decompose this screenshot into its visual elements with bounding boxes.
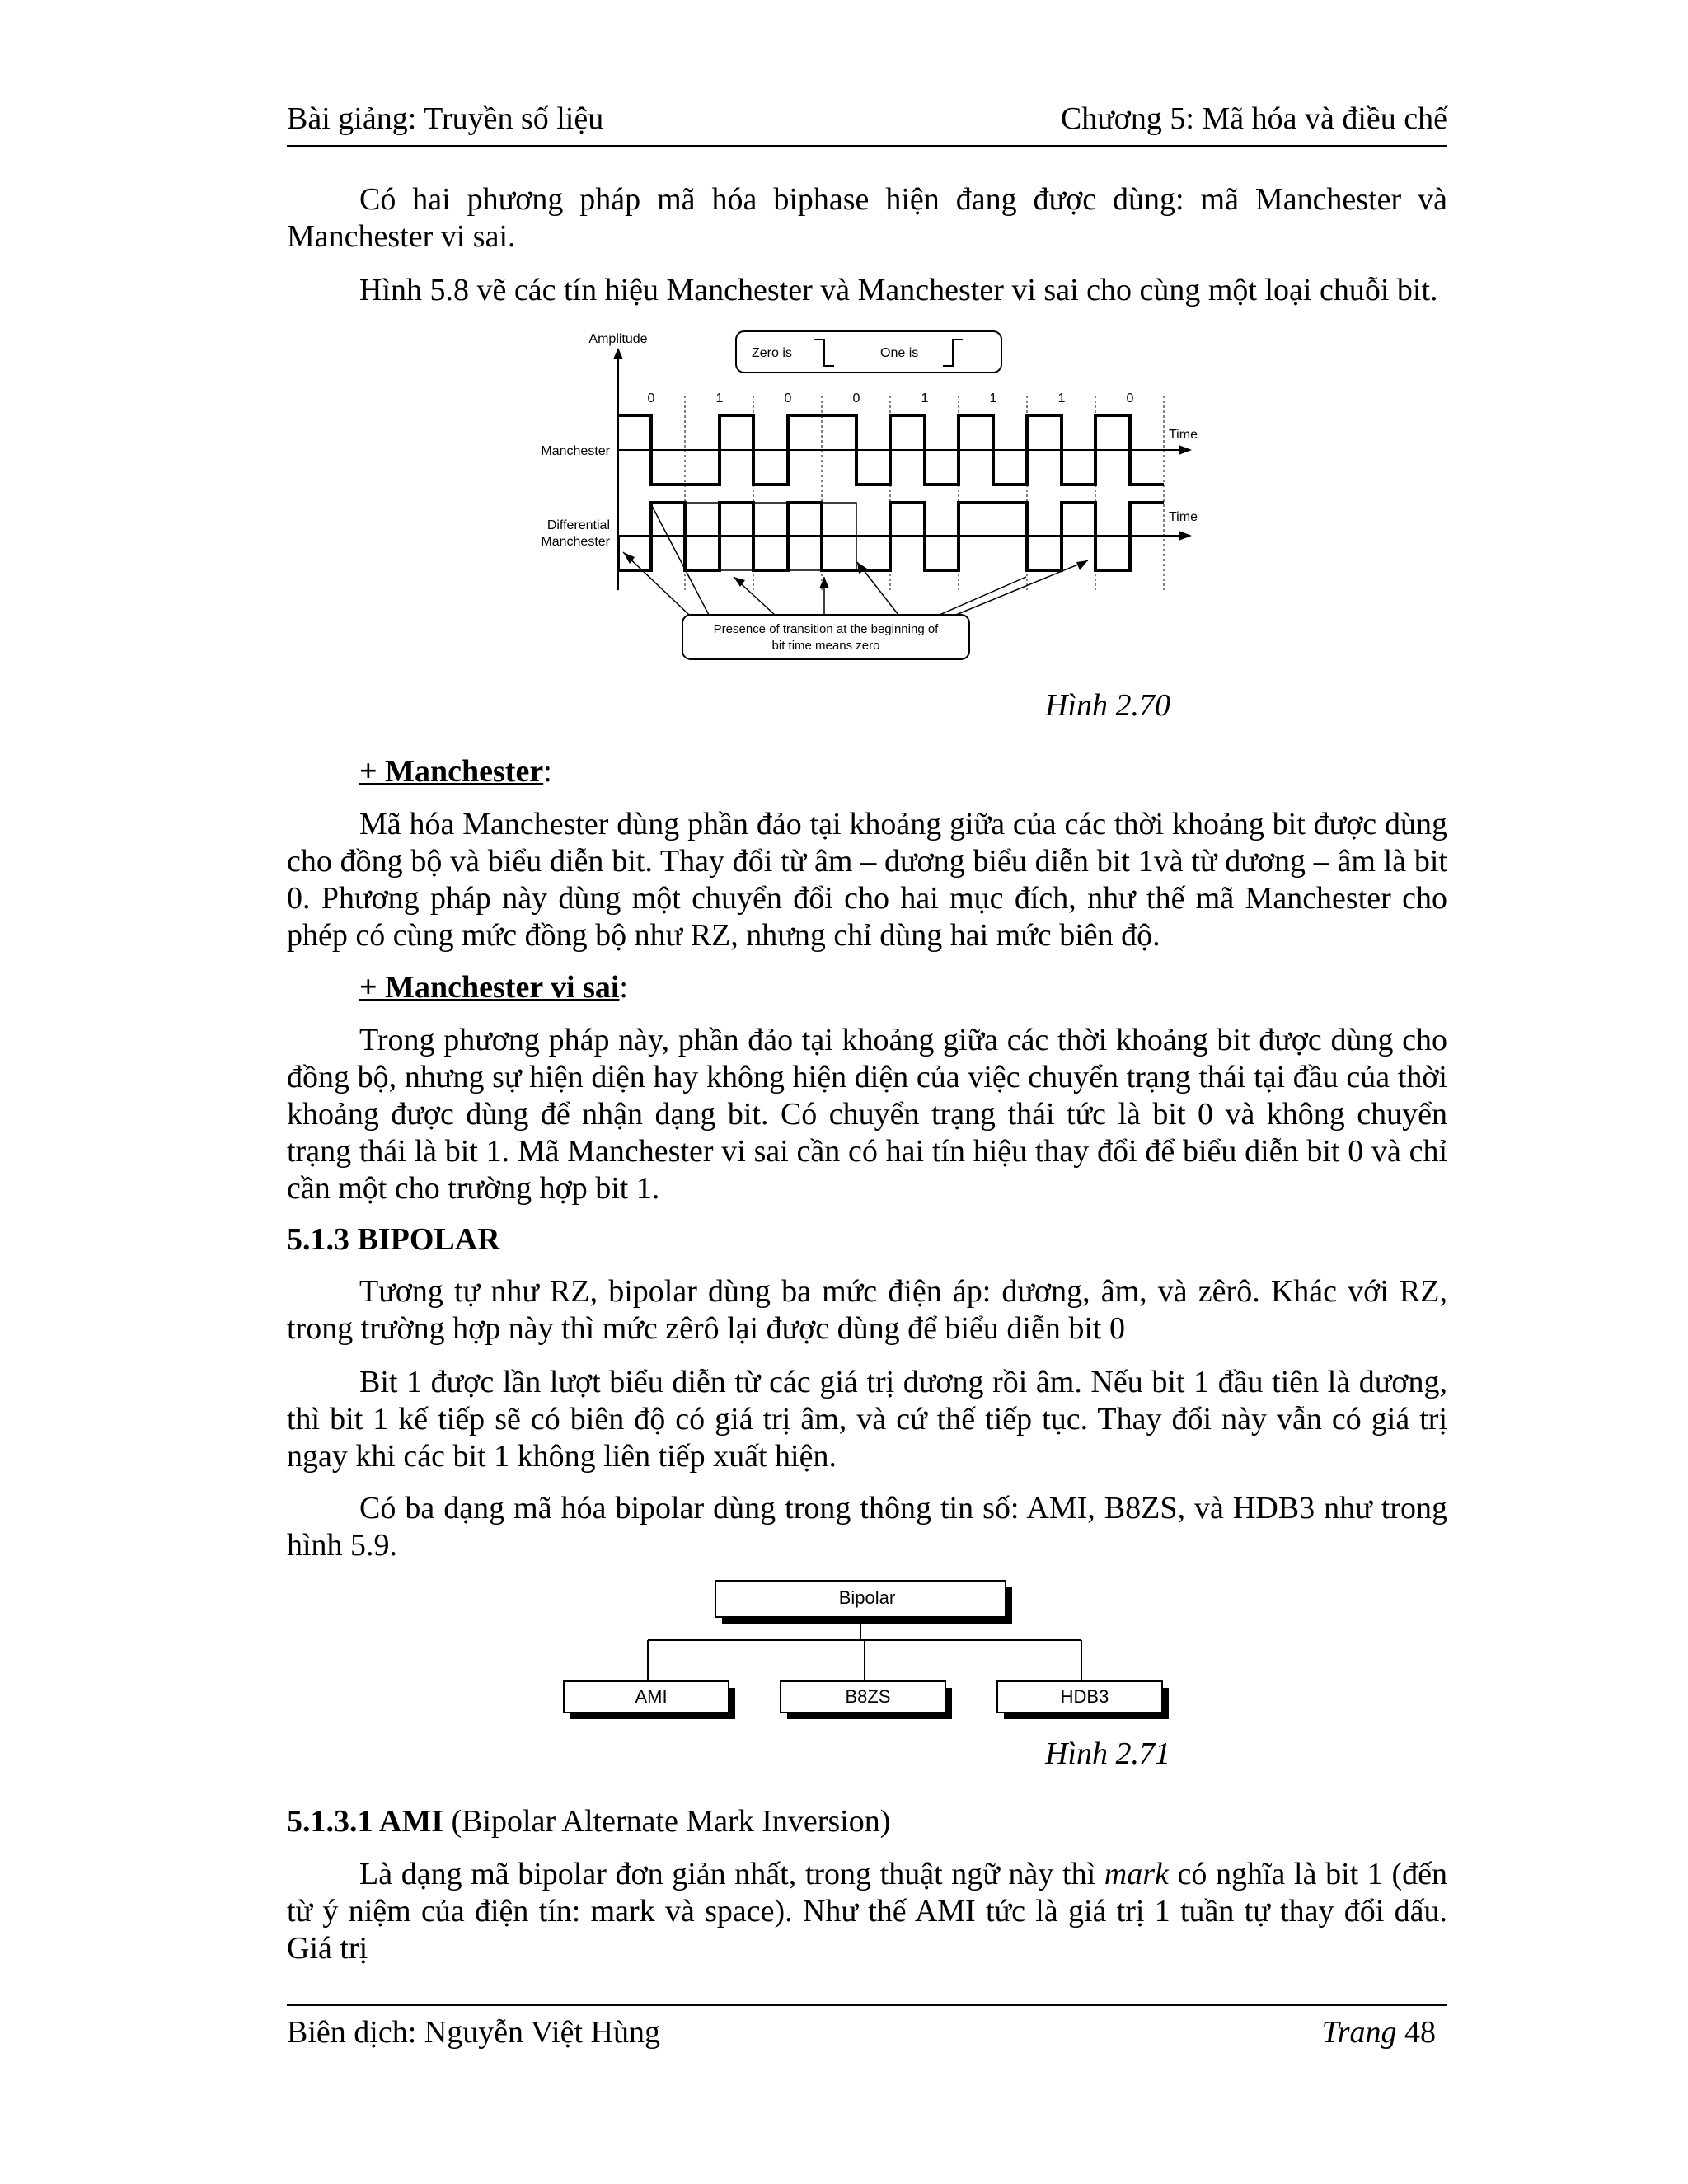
- paragraph-differential: Trong phương pháp này, phần đảo tại khoảng giữa các thời khoảng bit được dùng cho đồng bộ, nhưng sự hiện diện hay không hiện diện của việc chuyển trạng thái tại đầu của thời khoảng được dùng để nhận dạng bit. Có chuyển trạng thái tức là bit 0 và không chuyển trạng thái là bit 1. Mã Manchester vi sai cần có hai tín hiệu thay đổi để biểu diễn bit 0 và chỉ cần một cho trường hợp bit 1.: [287, 1023, 1447, 1206]
- differential-time-arrow: [1179, 531, 1192, 541]
- bit-label: 0: [784, 391, 792, 405]
- transition-note-line1: Presence of transition at the beginning of: [713, 622, 939, 636]
- paragraph-bipolar-1: Tương tự như RZ, bipolar dùng ba mức điện áp: dương, âm, và zêrô. Khác với RZ, trong trường hợp này thì mức zêrô lại được dùng để biểu diễn bit 0: [287, 1274, 1447, 1346]
- paragraph-manchester: Mã hóa Manchester dùng phần đảo tại khoảng giữa của các thời khoảng bit được dùng cho đồng bộ và biểu diễn bit. Thay đổi từ âm – dương biểu diễn bit 1và từ dương – âm là bit 0. Phương pháp này dùng một chuyển đổi cho hai mục đích, như thế mã Manchester cho phép có cùng mức đồng bộ như RZ, nhưng chỉ dùng hai mức biên độ.: [287, 807, 1447, 953]
- bit-label: 0: [852, 391, 860, 405]
- manchester-time-arrow: [1179, 445, 1192, 455]
- paragraph-figure-ref: Hình 5.8 vẽ các tín hiệu Manchester và Manchester vi sai cho cùng một loại chuỗi bit.: [359, 273, 1438, 307]
- figure-caption-270: Hình 2.70: [1045, 688, 1170, 723]
- footer-page-word: Trang: [1321, 2015, 1397, 2050]
- section-heading-5131: [287, 1803, 1447, 1840]
- legend-zero-label: Zero is: [752, 346, 792, 360]
- ami-text-pre: Là dạng mã bipolar đơn giản nhất, trong thuật ngữ này thì: [359, 1857, 1104, 1891]
- legend-one-label: One is: [880, 346, 919, 360]
- manchester-heading: [359, 753, 552, 790]
- manchester-time-label: Time: [1169, 428, 1198, 442]
- paragraph-bipolar-3: Có ba dạng mã hóa bipolar dùng trong thông tin số: AMI, B8ZS, và HDB3 như trong hình 5.9.: [287, 1491, 1447, 1563]
- paragraph-ami: [287, 1856, 1447, 1967]
- differential-time-label: Time: [1169, 510, 1198, 524]
- b8zs-label: B8ZS: [845, 1686, 891, 1707]
- section-5131-number: 5.1.3.1 AMI: [287, 1804, 443, 1839]
- manchester-heading-colon: :: [543, 754, 552, 789]
- bipolar-root-label: Bipolar: [838, 1587, 896, 1608]
- differential-row-label-2: Manchester: [541, 535, 610, 549]
- figure-caption-271: Hình 2.71: [1045, 1736, 1170, 1771]
- paragraph-intro: Có hai phương pháp mã hóa biphase hiện đang được dùng: mã Manchester và Manchester vi sai.: [287, 182, 1447, 254]
- amplitude-axis-arrow: [613, 348, 623, 359]
- differential-heading: [359, 969, 628, 1006]
- differential-heading-colon: :: [619, 970, 628, 1005]
- bit-label: 1: [989, 391, 997, 405]
- differential-row-label-1: Differential: [546, 518, 610, 532]
- callout-pointers: [623, 504, 1088, 615]
- amplitude-label: Amplitude: [588, 332, 648, 346]
- bit-label: 1: [921, 391, 929, 405]
- transition-note-line2: bit time means zero: [771, 639, 880, 653]
- section-5131-title: (Bipolar Alternate Mark Inversion): [443, 1804, 891, 1839]
- header-course-title: Bài giảng: Truyền số liệu: [287, 101, 604, 136]
- differential-heading-text: + Manchester vi sai: [359, 970, 620, 1005]
- footer-page-number: [1322, 2014, 1436, 2050]
- header-chapter-title: Chương 5: Mã hóa và điều chế: [1060, 101, 1447, 136]
- bit-label: 1: [1057, 391, 1066, 405]
- footer-rule: [287, 2004, 1447, 2006]
- footer-page-value: 48: [1404, 2015, 1436, 2050]
- manchester-figure: [511, 321, 1236, 668]
- ami-text-post: có nghĩa là bit 1 (đến từ ý niệm của điện tín: mark và space). Như thế AMI tức là giá trị 1 tuần tự thay đổi dấu. Giá trị: [287, 1857, 1447, 1966]
- manchester-row-label: Manchester: [541, 444, 610, 458]
- section-heading-513: 5.1.3 BIPOLAR: [287, 1222, 500, 1257]
- bipolar-tree-figure: [560, 1574, 1179, 1722]
- header-rule: [287, 145, 1447, 147]
- bit-label: 0: [1126, 391, 1134, 405]
- hdb3-label: HDB3: [1060, 1686, 1109, 1707]
- bit-label: 0: [647, 391, 655, 405]
- footer-translator: Biên dịch: Nguyễn Việt Hùng: [287, 2015, 660, 2050]
- ami-label: AMI: [635, 1686, 668, 1707]
- tree-connectors: [648, 1617, 1081, 1681]
- manchester-heading-text: + Manchester: [359, 754, 544, 789]
- bit-label: 1: [715, 391, 724, 405]
- ami-mark-term: mark: [1104, 1857, 1169, 1891]
- paragraph-bipolar-2: Bit 1 được lần lượt biểu diễn từ các giá trị dương rồi âm. Nếu bit 1 đầu tiên là dương, thì bit 1 kế tiếp sẽ có biên độ có giá trị âm, và cứ thế tiếp tục. Thay đổi này vẫn có giá trị ngay khi các bit 1 không liên tiếp xuất hiện.: [287, 1365, 1447, 1474]
